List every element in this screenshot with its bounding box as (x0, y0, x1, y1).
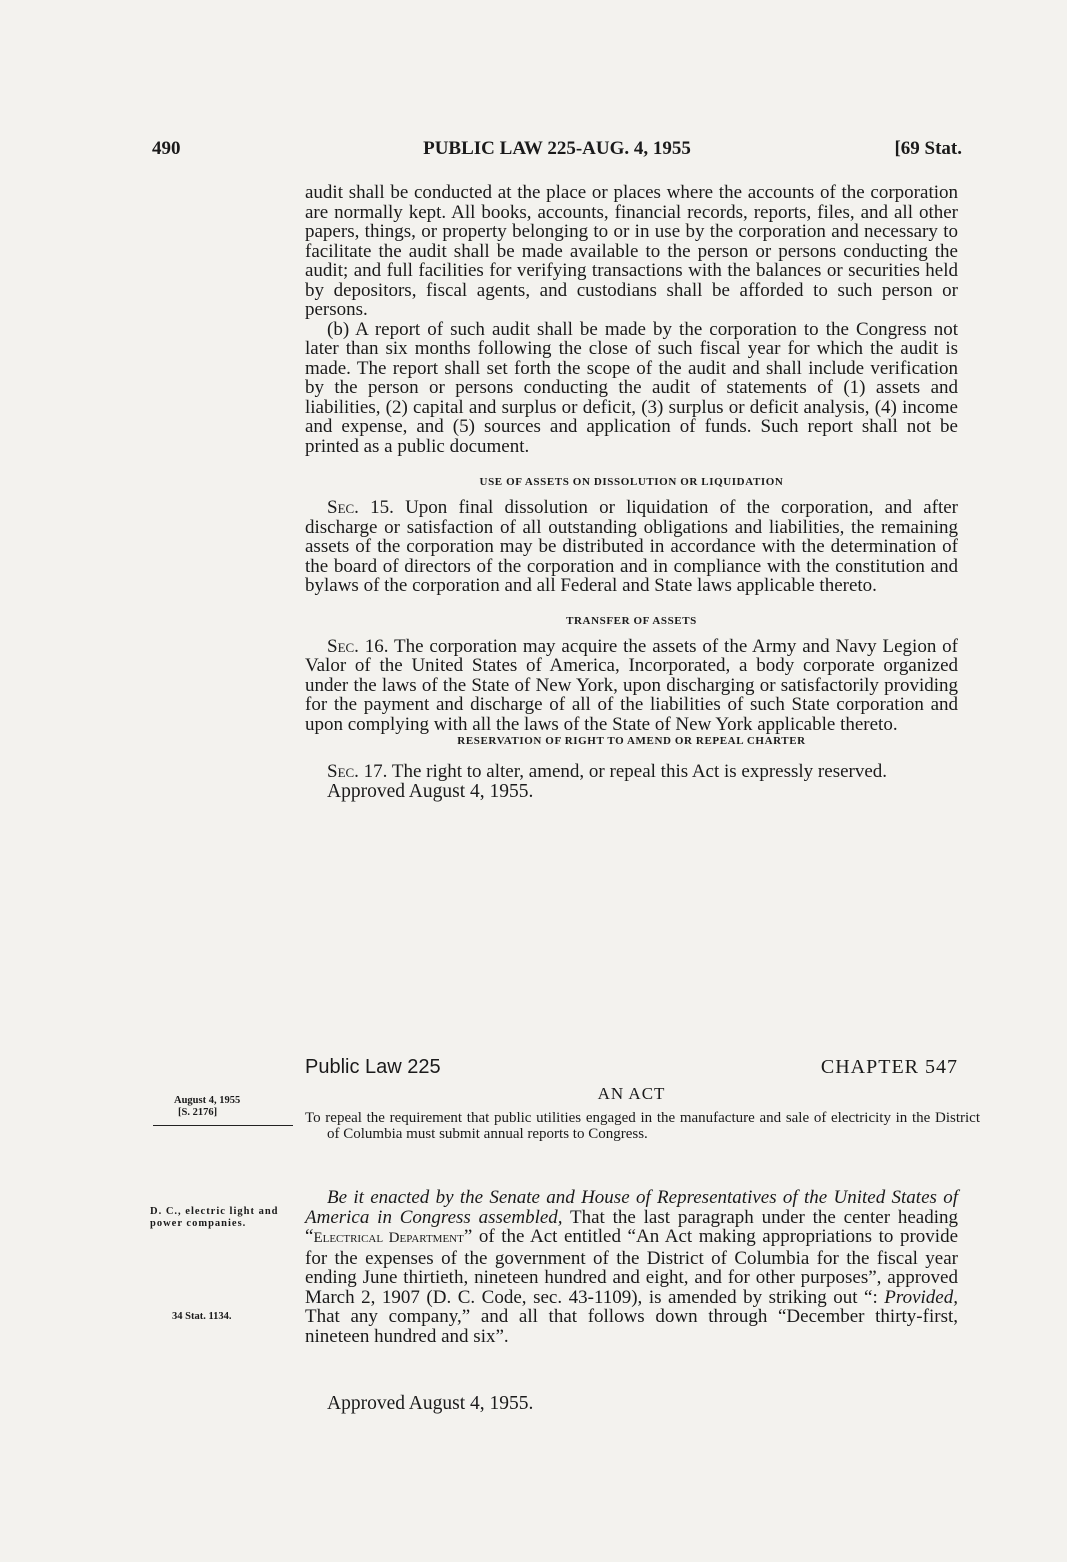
law-heading (305, 1056, 958, 1080)
section-16-label: Sec. 16. (327, 635, 389, 657)
margin-note-citation: 34 Stat. 1134. (172, 1311, 232, 1322)
page-number: 490 (152, 138, 181, 159)
act-title: To repeal the requirement that public utilities engaged in the manufacture and sale of electricity in the District of Columbia must submit annual reports to Congress. (305, 1110, 980, 1142)
margin-divider (153, 1125, 293, 1126)
final-approval-line: Approved August 4, 1955. (327, 1393, 534, 1414)
section-heading-15: USE OF ASSETS ON DISSOLUTION OR LIQUIDATION (479, 476, 784, 488)
section-15-text: Upon final dissolution or liquidation of the corporation, and after discharge or satisfaction of all outstanding obligations and liabilities, the remaining assets of the corporation may be distributed in accordance with the determination of the board of directors of the corporation and in compliance with the constitution and bylaws of the corporation and all Federal and State laws applicable thereto. (305, 497, 958, 596)
approval-line: Approved August 4, 1955. (327, 780, 534, 802)
volume-reference: [69 Stat. (894, 138, 962, 159)
section-heading-16: TRANSFER OF ASSETS (566, 614, 697, 627)
act-label: AN ACT (597, 1084, 666, 1103)
margin-date: August 4, 1955 (174, 1095, 241, 1106)
chapter-number: CHAPTER 547 (820, 1056, 958, 1078)
section-16 (305, 637, 958, 735)
page-header (152, 138, 962, 164)
act-body (305, 1188, 958, 1346)
audit-paragraph-b: (b) A report of such audit shall be made by the corporation to the Congress not later than six months following the close of such fiscal year for which the audit is made. The report shall set forth the scope of the audit and shall include verification by the person or persons conducting the audit of statements of (1) assets and liabilities, (2) capital and surplus or deficit, (3) surplus or deficit analysis, (4) income and expense, and (5) sources and application of funds. Such report shall not be printed as a public document. (305, 318, 958, 457)
section-17-label: Sec. 17. (327, 761, 388, 782)
section-16-text: The corporation may acquire the assets of the Army and Navy Legion of Valor of the United States of America, Incorporated, a body corporate organized under the laws of the State of New York, upon discharging or satisfactorily providing for the payment and discharge of all of the liabilities of such State corporation and upon complying with all the laws of the State of New York applicable thereto. (305, 635, 958, 735)
center-heading-reference: Electrical Department (313, 1230, 464, 1246)
margin-bill-number: [S. 2176] (178, 1107, 218, 1118)
section-15 (305, 498, 958, 596)
margin-note-date (150, 1095, 290, 1119)
act-body-part-1: That the last paragraph under the center heading “ (305, 1206, 958, 1247)
act-body-part-2: ” of the Act entitled “An Act making appropriations to provide for the expenses of the government of the District of Columbia for the fiscal year ending June thirtieth, nineteen hundred and eight, and for other purposes”, approved March 2, 1907 (D. C. Code, sec. 43-1109), is amended by striking out “: (305, 1226, 959, 1308)
act-body-part-3: That any company,” and all that follows down through “December thirty-first, nineteen hundred and six”. (305, 1306, 958, 1347)
enacting-clause: Be it enacted by the Senate and House of Representatives of the United States of America in Congress assembled, (305, 1187, 958, 1228)
audit-paragraph-a: audit shall be conducted at the place or places where the accounts of the corporation are normally kept. All books, accounts, financial records, reports, files, and all other papers, things, or property belonging to or in use by the corporation and necessary to facilitate the audit shall be made available to the person or persons conducting the audit; and full facilities for verifying transactions with the balances or securities held by depositors, fiscal agents, and custodians shall be afforded to such person or persons. (305, 182, 958, 320)
section-heading-17: RESERVATION OF RIGHT TO AMEND OR REPEAL CHARTER (457, 735, 806, 747)
margin-note-subject: D. C., electric light and power companies. (150, 1206, 279, 1229)
main-text (305, 183, 958, 801)
provided-clause: Provided, (884, 1286, 958, 1308)
section-17 (305, 762, 958, 782)
section-17-text: The right to alter, amend, or repeal this Act is expressly reserved. (387, 761, 888, 782)
law-number: Public Law 225 (305, 1056, 441, 1078)
running-title: PUBLIC LAW 225-AUG. 4, 1955 (423, 138, 691, 159)
section-15-label: Sec. 15. (327, 497, 394, 518)
